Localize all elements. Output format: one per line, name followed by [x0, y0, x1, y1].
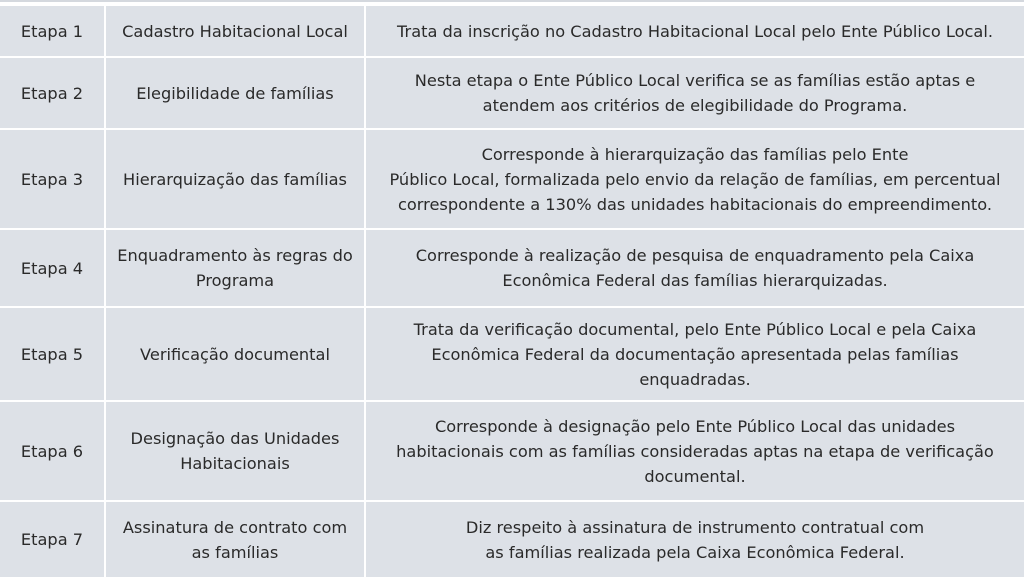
- stage-cell: Etapa 1: [20, 21, 84, 41]
- stage-cell: Etapa 5: [20, 344, 84, 364]
- table-row: [0, 130, 1024, 228]
- stage-name-cell: Designação das Unidades Habitacionais: [130, 429, 340, 473]
- table-row: [0, 6, 1024, 56]
- table-row: [0, 502, 1024, 577]
- table-row: [0, 230, 1024, 306]
- stage-description-cell: Corresponde à hierarquização das famílias pelo Ente Público Local, formalizada pelo envio da relação de famílias, em percentual correspondente a 130% das unidades habitacionais do empreendimento.: [389, 144, 1001, 214]
- stage-name-cell: Hierarquização das famílias: [123, 169, 347, 189]
- stage-description-cell: Trata da inscrição no Cadastro Habitacional Local pelo Ente Público Local.: [397, 21, 993, 41]
- table-row: [0, 308, 1024, 400]
- stage-name-cell: Elegibilidade de famílias: [136, 83, 334, 103]
- stage-description-cell: Corresponde à realização de pesquisa de enquadramento pela Caixa Econômica Federal das famílias hierarquizadas.: [415, 246, 975, 290]
- stage-cell: Etapa 6: [20, 441, 84, 461]
- stage-description-cell: Nesta etapa o Ente Público Local verifica se as famílias estão aptas e atendem aos critérios de elegibilidade do Programa.: [414, 71, 976, 115]
- stage-cell: Etapa 3: [20, 169, 84, 189]
- table-row: [0, 402, 1024, 500]
- stage-description-cell: Diz respeito à assinatura de instrumento contratual com as famílias realizada pela Caixa Econômica Federal.: [465, 517, 925, 562]
- stage-name-cell: Enquadramento às regras do Programa: [117, 246, 353, 290]
- stage-description-cell: Trata da verificação documental, pelo Ente Público Local e pela Caixa Econômica Federal da documentação apresentada pelas famílias enquadradas.: [413, 319, 977, 389]
- stage-cell: Etapa 2: [20, 83, 84, 103]
- stage-name-cell: Verificação documental: [140, 344, 330, 364]
- stage-cell: Etapa 4: [20, 258, 84, 278]
- table-row: [0, 58, 1024, 128]
- stage-name-cell: Assinatura de contrato com as famílias: [122, 517, 348, 562]
- stage-cell: Etapa 7: [20, 530, 84, 549]
- stage-name-cell: Cadastro Habitacional Local: [122, 21, 348, 41]
- stage-description-cell: Corresponde à designação pelo Ente Público Local das unidades habitacionais com as famílias consideradas aptas na etapa de verificação documental.: [396, 416, 994, 486]
